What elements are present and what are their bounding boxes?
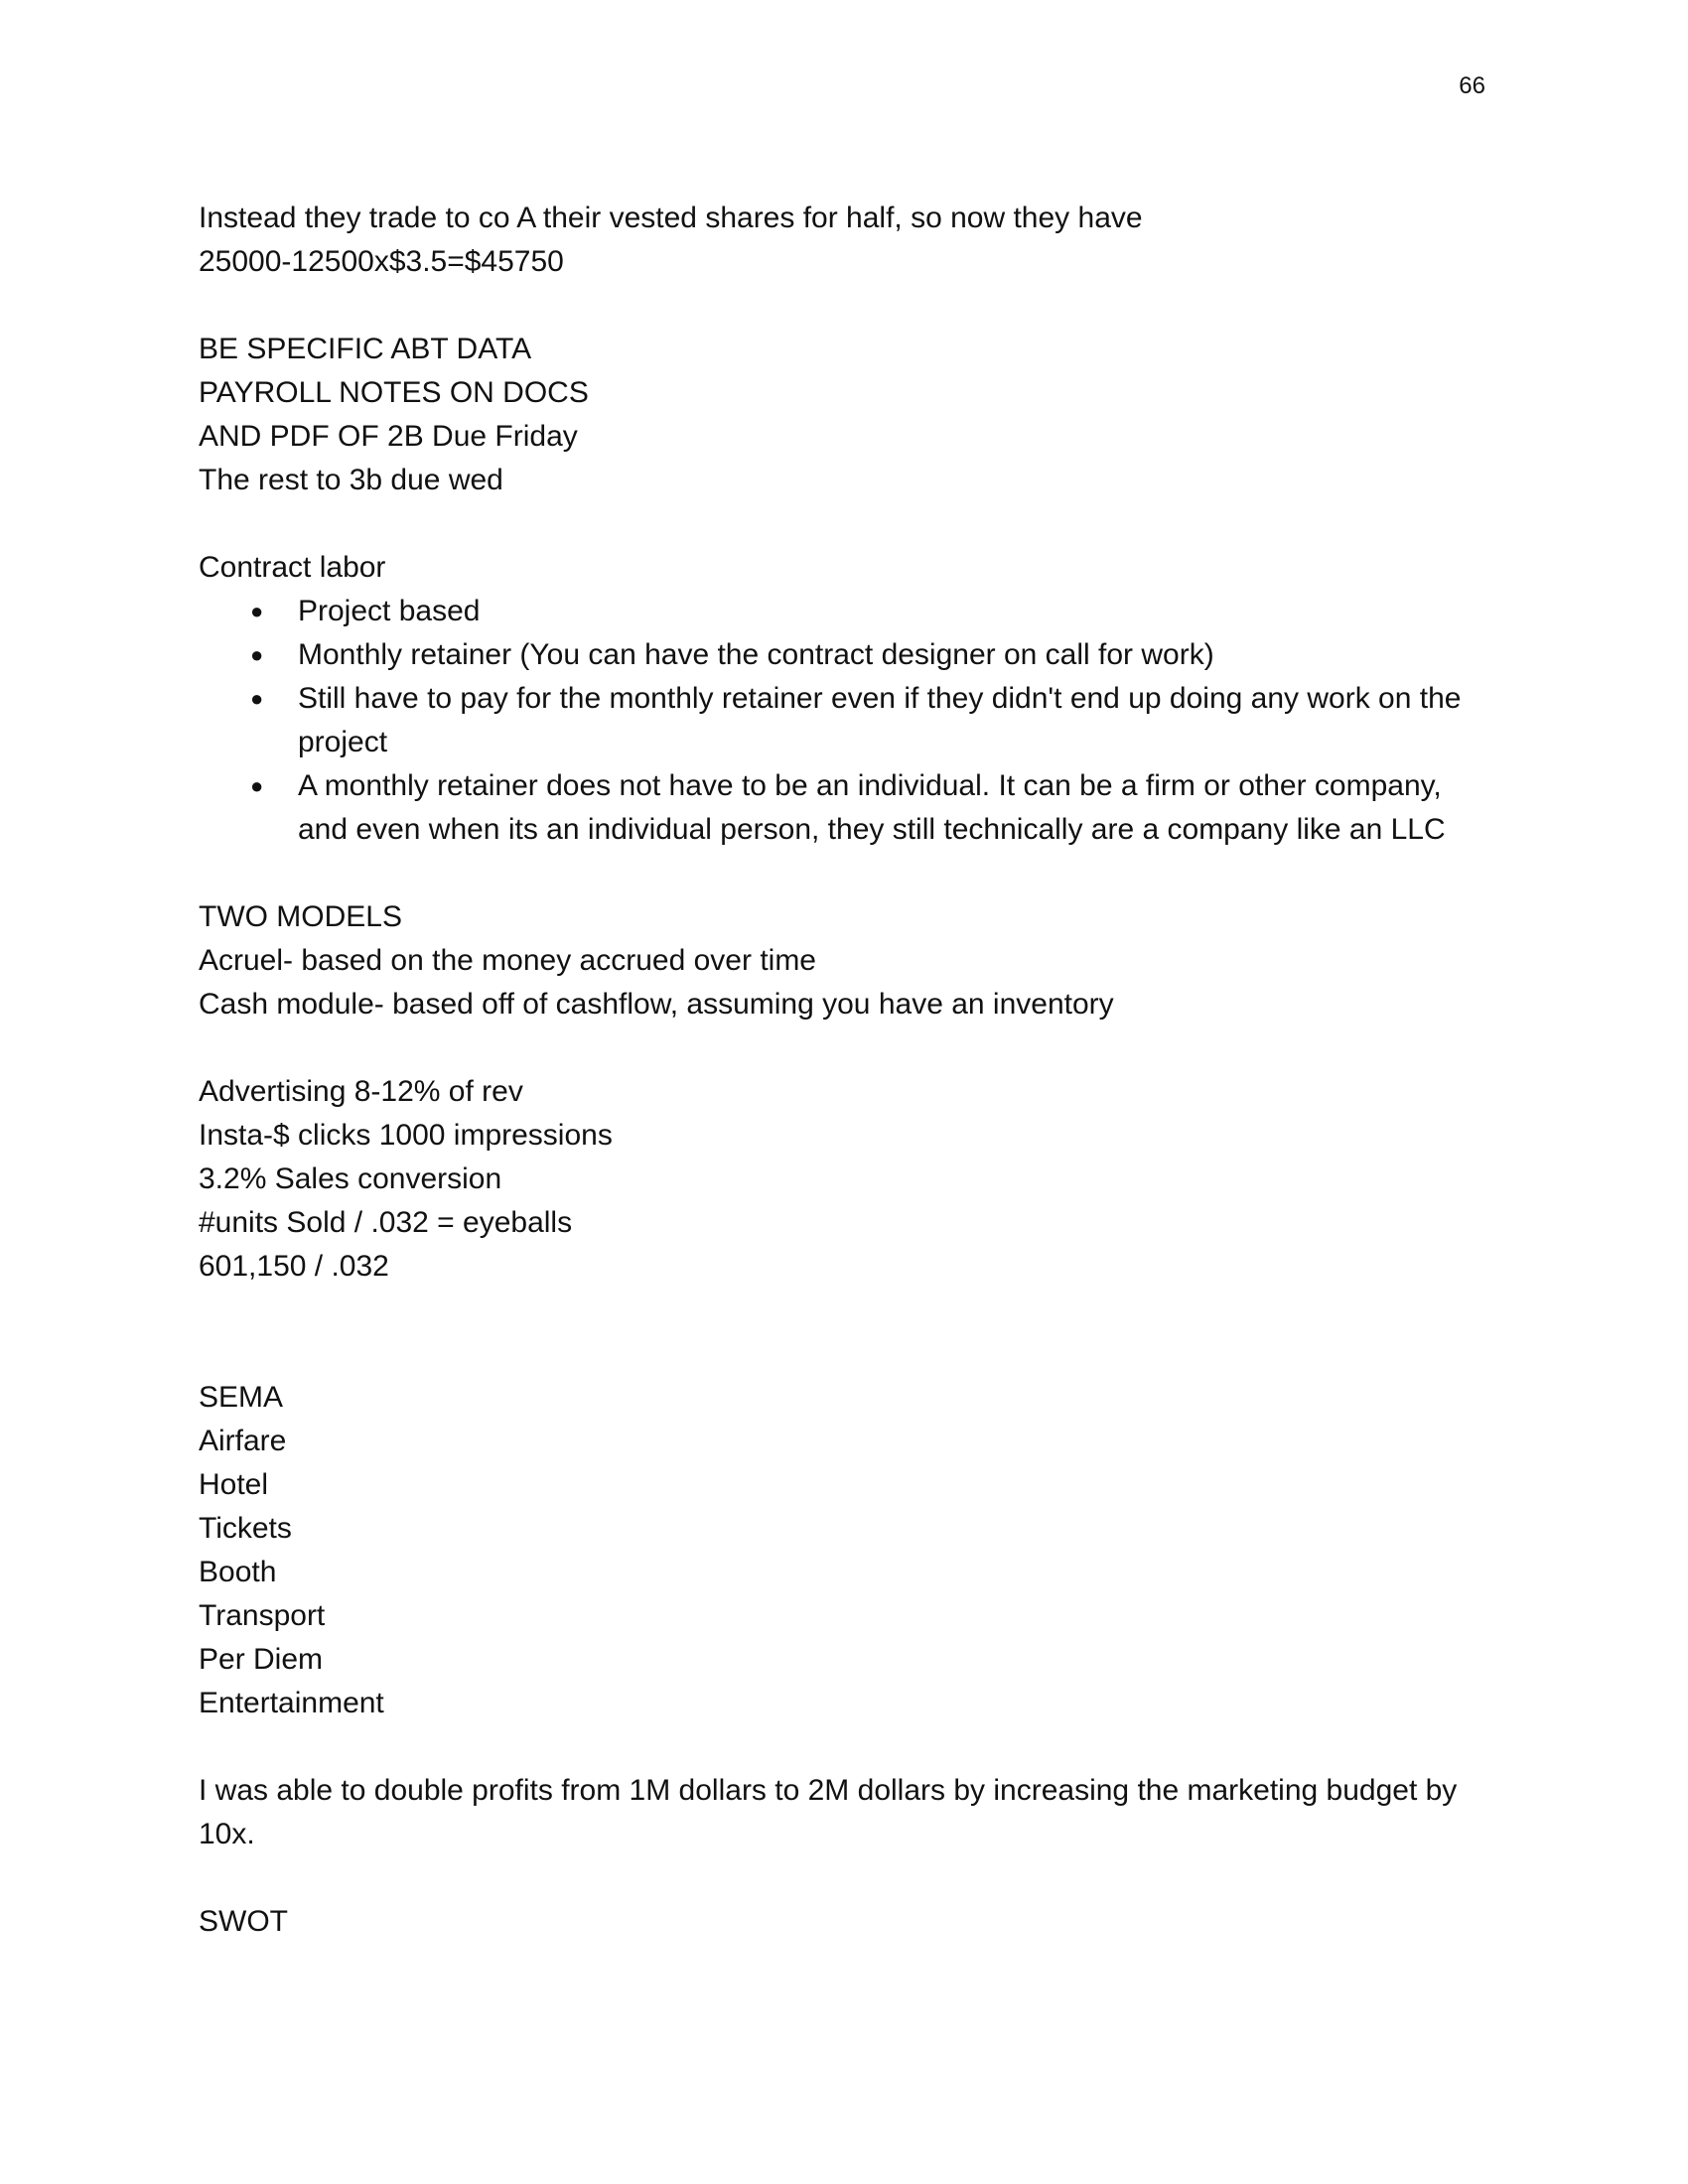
sema-item: Airfare [199,1425,287,1457]
advertising-line: Insta-$ clicks 1000 impressions [199,1119,613,1152]
cash-model-line: Cash module- based off of cashflow, assuming you have an inventory [199,988,1114,1021]
advertising-line: #units Sold / .032 = eyeballs [199,1206,573,1239]
shares-section [199,197,1489,284]
shares-calculation: 25000-12500x$3.5=$45750 [199,245,564,278]
reminder-line: AND PDF OF 2B Due Friday [199,420,578,453]
advertising-line: 601,150 / .032 [199,1250,389,1283]
shares-line: Instead they trade to co A their vested shares for half, so now they have [199,202,1143,234]
reminder-line: BE SPECIFIC ABT DATA [199,333,532,365]
contract-labor-section [199,546,1489,852]
bullet-icon: ● [250,686,264,711]
sema-item: Per Diem [199,1643,324,1676]
list-item [199,677,1489,764]
reminders-section [199,328,1489,502]
sema-item: Tickets [199,1512,292,1545]
accrual-model-line: Acruel- based on the money accrued over time [199,944,816,977]
advertising-line: Advertising 8-12% of rev [199,1075,523,1108]
sema-item: Transport [199,1599,326,1632]
advertising-section [199,1070,1489,1289]
advertising-line: 3.2% Sales conversion [199,1162,502,1195]
swot-heading: SWOT [199,1905,288,1938]
list-item [199,764,1489,852]
bullet-icon: ● [250,599,264,623]
models-heading: TWO MODELS [199,900,403,933]
reminder-line: PAYROLL NOTES ON DOCS [199,376,589,409]
contract-labor-heading: Contract labor [199,551,386,584]
contract-labor-list [199,590,1489,852]
reminder-line: The rest to 3b due wed [199,464,503,496]
sema-item: Booth [199,1556,277,1588]
bullet-icon: ● [250,773,264,798]
sema-item: Entertainment [199,1687,384,1719]
list-item-text: Still have to pay for the monthly retainer even if they didn't end up doing any work on the project [298,682,1462,758]
list-item-text: Project based [298,595,481,627]
list-item-text: Monthly retainer (You can have the contract designer on call for work) [298,638,1214,671]
sema-item: Hotel [199,1468,269,1501]
page-number: 66 [1459,72,1485,99]
sema-section [199,1376,1489,1725]
list-item [199,590,1489,633]
sema-heading: SEMA [199,1381,284,1414]
bullet-icon: ● [250,642,264,667]
models-section [199,895,1489,1026]
profits-paragraph: I was able to double profits from 1M dollars to 2M dollars by increasing the marketing budget by 10x. [199,1774,1458,1850]
list-item-text: A monthly retainer does not have to be an individual. It can be a firm or other company, and even when its an individual person, they still technically are a company like an LLC [298,769,1446,846]
list-item [199,633,1489,677]
document-body [199,197,1489,1944]
